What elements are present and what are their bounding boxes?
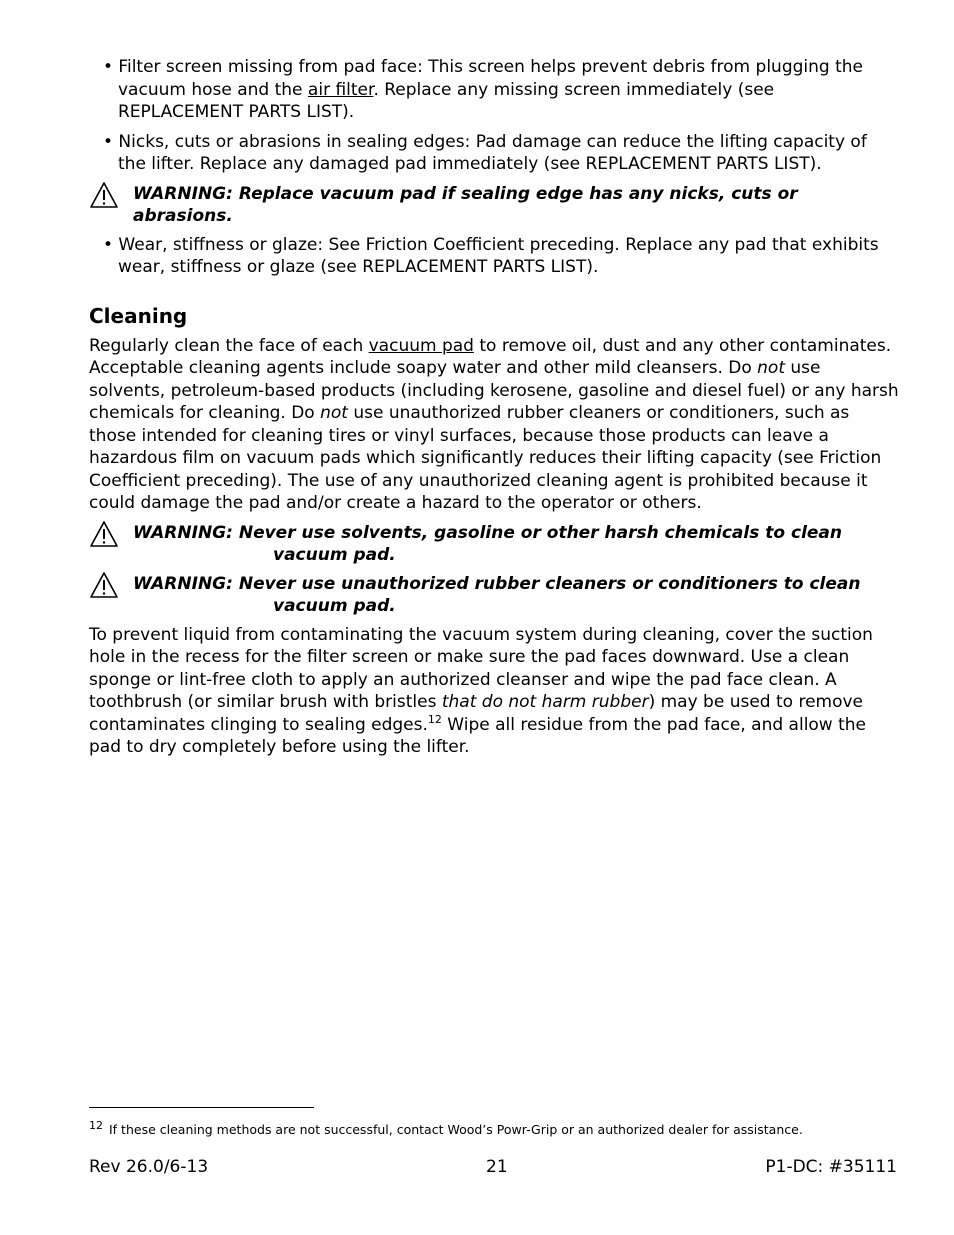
footnote [89, 1119, 803, 1138]
bullet-wear-stiffness: • Wear, stiffness or glaze: See Friction Coefficient preceding. Replace any pad that exhibits wear, stiffness or glaze (see REPLACEMENT PARTS LIST). [103, 234, 879, 277]
bullet-filter-screen: • Filter screen missing from pad face: This screen helps prevent debris from plugging the vacuum hose and the air filter. Replace any missing screen immediately (see REPLACEMENT PARTS LIST). [103, 57, 863, 122]
page-number: 21 [486, 1157, 508, 1177]
document-id: P1-DC: #35111 [765, 1157, 897, 1177]
warning-text: WARNING: Never use solvents, gasoline or other harsh chemicals to clean vacuum pad. [133, 522, 843, 565]
cleaning-paragraph-2: To prevent liquid from contaminating the vacuum system during cleaning, cover the suction hole in the recess for the filter screen or make sure the pad faces downward. Use a clean sponge or lint-free cloth to apply an authorized cleanser and wipe the pad face clean. A toothbrush (or similar brush with bristles that do not harm rubber) may be used to remove contaminates clinging to sealing edges.$^{12}$ Wipe all residue from the pad face, and allow the pad to dry completely before using the lifter. [89, 624, 873, 757]
warning-triangle-icon [89, 571, 119, 599]
warning-text: WARNING: Never use unauthorized rubber cleaners or conditioners to clean vacuum pad. [133, 573, 861, 616]
warning-no-rubber-cleaners [89, 573, 899, 618]
footnote-text: If these cleaning methods are not successful, contact Wood’s Powr-Grip or an authorized dealer for assistance. [109, 1122, 803, 1137]
warning-triangle-icon [89, 520, 119, 548]
vacuum-pad-link[interactable]: vacuum pad [368, 335, 474, 356]
bullet-nicks-cuts: • Nicks, cuts or abrasions in sealing edges: Pad damage can reduce the lifting capacity of the lifter. Replace any damaged pad immediately (see REPLACEMENT PARTS LIST). [103, 131, 867, 174]
document-body [89, 56, 899, 766]
warning-text: WARNING: Replace vacuum pad if sealing edge has any nicks, cuts or abrasions. [133, 183, 798, 226]
warning-replace-pad [89, 183, 899, 228]
warning-no-solvents [89, 522, 899, 567]
cleaning-paragraph-1: Regularly clean the face of each vacuum pad to remove oil, dust and any other contaminates. Acceptable cleaning agents include soapy water and other mild cleansers. Do not use solvents, petroleum-based products (including kerosene, gasoline and diesel fuel) or any harsh chemicals for cleaning. Do not use unauthorized rubber cleaners or conditioners, such as those intended for cleaning tires or vinyl surfaces, because those products can leave a hazardous film on vacuum pads which significantly reduces their lifting capacity (see Friction Coefficient preceding). The use of any unauthorized cleaning agent is prohibited because it could damage the pad and/or create a hazard to the operator or others. [89, 335, 899, 513]
cleaning-heading: Cleaning [89, 303, 188, 328]
footnote-divider [89, 1107, 314, 1108]
footnote-number: 12 [89, 1119, 103, 1132]
footnote-reference[interactable]: 12 [427, 712, 442, 726]
warning-triangle-icon [89, 181, 119, 209]
air-filter-link[interactable]: air filter [307, 79, 374, 100]
revision-label: Rev 26.0/6-13 [89, 1157, 209, 1177]
